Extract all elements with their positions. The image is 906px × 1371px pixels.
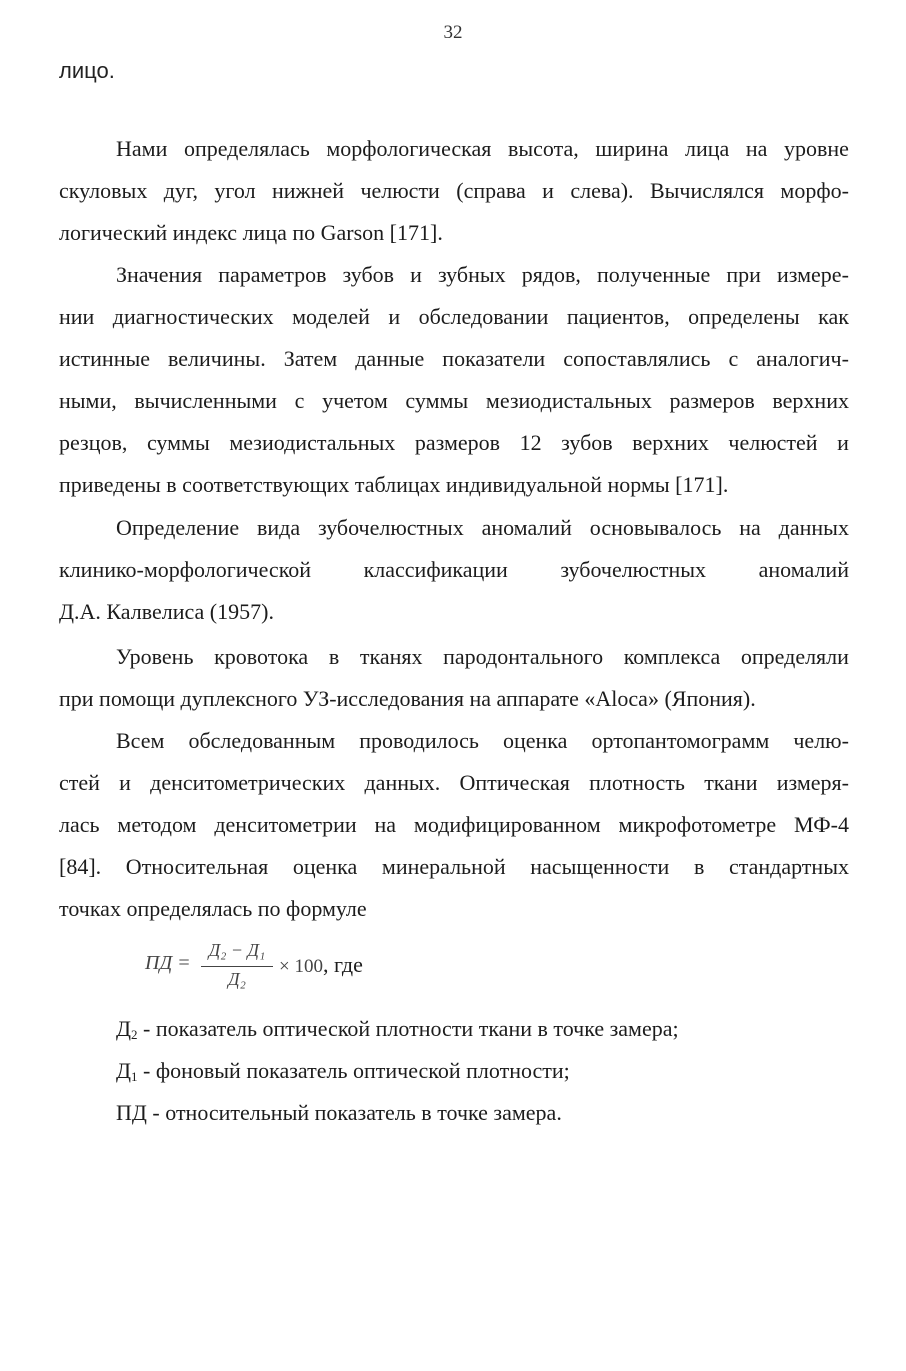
p2-line-3	[59, 345, 849, 373]
word: зубочелюстных	[317, 515, 464, 540]
word: зубных	[437, 262, 506, 287]
word: тканях	[359, 644, 423, 669]
word: ортопантомограмм	[591, 728, 770, 753]
word: скуловых	[59, 178, 148, 203]
formula-multiplier: × 100	[279, 956, 323, 977]
definition-text: - фоновый показатель оптической плотности;	[137, 1058, 570, 1083]
formula-lhs: ПД =	[145, 952, 191, 974]
word: ткани	[704, 770, 758, 795]
word: Нами	[116, 136, 168, 161]
p2-line-1	[116, 261, 849, 289]
word: слева).	[570, 178, 634, 203]
word: Оптическая	[459, 770, 570, 795]
p5-line-1	[116, 727, 849, 755]
word: при	[726, 262, 761, 287]
word: аномалий	[758, 557, 849, 582]
p5-line-5: точках определялась по формуле	[59, 896, 367, 921]
word: рядов,	[521, 262, 581, 287]
word: Относительная	[125, 854, 269, 879]
text-fragment: лицо.	[59, 58, 115, 83]
word: кровотока	[214, 644, 309, 669]
definition-subscript: 1	[131, 1069, 138, 1084]
word: и	[410, 262, 422, 287]
word: угол	[214, 178, 256, 203]
definition-text: - показатель оптической плотности ткани в точке замера;	[137, 1016, 679, 1041]
word: данные	[355, 346, 425, 371]
word: стандартных	[728, 854, 849, 879]
formula-where: , где	[322, 952, 363, 977]
word: вида	[257, 515, 301, 540]
word: оценка	[502, 728, 568, 753]
word: челюстей	[728, 430, 818, 455]
word: стей	[59, 770, 100, 795]
word: оценка	[292, 854, 358, 879]
word: методом	[117, 812, 197, 837]
p3-line-1	[116, 514, 849, 542]
word: с	[294, 388, 305, 413]
word: истинные	[59, 346, 151, 371]
word: данных	[778, 515, 849, 540]
definition-1	[116, 1015, 679, 1049]
word: высота,	[508, 136, 579, 161]
definition-2	[116, 1057, 570, 1091]
word: в	[328, 644, 340, 669]
word: МФ-4	[793, 812, 849, 837]
formula-fraction-bar	[201, 966, 273, 967]
word: минеральной	[381, 854, 506, 879]
word: показатели	[442, 346, 546, 371]
word: комплекса	[623, 644, 721, 669]
word: верхних	[772, 388, 849, 413]
p3-line-2	[59, 556, 849, 584]
word: челюсти	[360, 178, 440, 203]
definition-symbol: Д	[116, 1016, 132, 1041]
word: лица	[684, 136, 730, 161]
word: суммы	[146, 430, 210, 455]
word: учетом	[322, 388, 388, 413]
word: на	[374, 812, 397, 837]
word: зубов	[342, 262, 395, 287]
word: и	[837, 430, 849, 455]
word: морфологическая	[326, 136, 492, 161]
p1-line-1	[116, 135, 849, 163]
p2-line-5	[59, 429, 849, 457]
definition-symbol: Д	[116, 1058, 132, 1083]
word: данных.	[364, 770, 441, 795]
word: модифицированном	[413, 812, 601, 837]
word: плотность	[589, 770, 685, 795]
p5-line-3	[59, 811, 849, 839]
word: диагностических	[112, 304, 274, 329]
word: ширина	[595, 136, 669, 161]
word: нии	[59, 304, 95, 329]
word: обследовании	[418, 304, 549, 329]
definition-3	[116, 1099, 562, 1127]
word: и	[388, 304, 401, 329]
word: размеров	[414, 430, 501, 455]
p5-line-2	[59, 769, 849, 797]
word: морфо-	[780, 178, 849, 203]
word: 12	[519, 430, 542, 455]
word: полученные	[596, 262, 711, 287]
word: как	[818, 304, 849, 329]
word: аномалий	[481, 515, 572, 540]
word: в	[693, 854, 705, 879]
word: Определение	[116, 515, 240, 540]
word: определены	[688, 304, 800, 329]
p4-line-2: при помощи дуплексного УЗ-исследования на аппарате «Aloca» (Япония).	[59, 686, 756, 711]
word: величины.	[168, 346, 266, 371]
definition-symbol: ПД	[116, 1100, 147, 1125]
page-number: 32	[443, 22, 463, 43]
word: нижней	[271, 178, 345, 203]
word: с	[728, 346, 739, 371]
word: денситометрических	[150, 770, 346, 795]
word: измеря-	[776, 770, 849, 795]
word: микрофотометре	[618, 812, 777, 837]
p2-line-2	[59, 303, 849, 331]
word: аналогич-	[756, 346, 849, 371]
definition-subscript: 2	[131, 1027, 138, 1042]
p4-line-1	[116, 643, 849, 671]
word: Всем	[116, 728, 165, 753]
word: мезиодистальных	[229, 430, 396, 455]
word: пациентов,	[566, 304, 670, 329]
word: вычисленными	[134, 388, 277, 413]
word: размеров	[669, 388, 755, 413]
word: зубочелюстных	[560, 557, 707, 582]
word: (справа	[456, 178, 526, 203]
word: основывалось	[589, 515, 722, 540]
word: ными,	[59, 388, 117, 413]
word: клинико-морфологической	[59, 557, 312, 582]
word: Вычислялся	[649, 178, 764, 203]
formula-rhs	[279, 952, 363, 978]
formula-numerator: Д₂ − Д₁	[208, 940, 266, 960]
word: дуг,	[163, 178, 198, 203]
word: измере-	[776, 262, 849, 287]
word: проводилось	[359, 728, 479, 753]
word: зубов	[561, 430, 613, 455]
word: суммы	[405, 388, 469, 413]
word: Значения	[116, 262, 203, 287]
formula-fraction	[201, 940, 273, 990]
word: на	[739, 515, 761, 540]
word: параметров	[218, 262, 327, 287]
word: и	[542, 178, 554, 203]
formula	[145, 940, 445, 996]
word: мезиодистальных	[485, 388, 652, 413]
p1-line-3: логический индекс лица по Garson [171].	[59, 220, 443, 245]
formula-denominator: Д₂	[228, 969, 246, 989]
word: определялась	[183, 136, 310, 161]
p2-line-6: приведены в соответствующих таблицах индивидуальной нормы [171].	[59, 472, 729, 497]
word: моделей	[292, 304, 370, 329]
word: резцов,	[59, 430, 128, 455]
word: сопоставлялись	[563, 346, 711, 371]
word: уровне	[783, 136, 849, 161]
word: [84].	[59, 854, 102, 879]
word: обследованным	[188, 728, 336, 753]
word: на	[745, 136, 768, 161]
word: лась	[59, 812, 100, 837]
word: денситометрии	[214, 812, 357, 837]
word: челю-	[793, 728, 849, 753]
p3-line-3: Д.А. Калвелиса (1957).	[59, 599, 274, 624]
word: и	[119, 770, 131, 795]
word: насыщенности	[530, 854, 670, 879]
word: верхних	[632, 430, 709, 455]
word: пародонтального	[443, 644, 604, 669]
word: определяли	[740, 644, 849, 669]
p5-line-4	[59, 853, 849, 881]
word: Затем	[283, 346, 338, 371]
definition-text: - относительный показатель в точке замера.	[146, 1100, 562, 1125]
p2-line-4	[59, 387, 849, 415]
word: классификации	[363, 557, 508, 582]
p1-line-2	[59, 177, 849, 205]
word: Уровень	[116, 644, 194, 669]
